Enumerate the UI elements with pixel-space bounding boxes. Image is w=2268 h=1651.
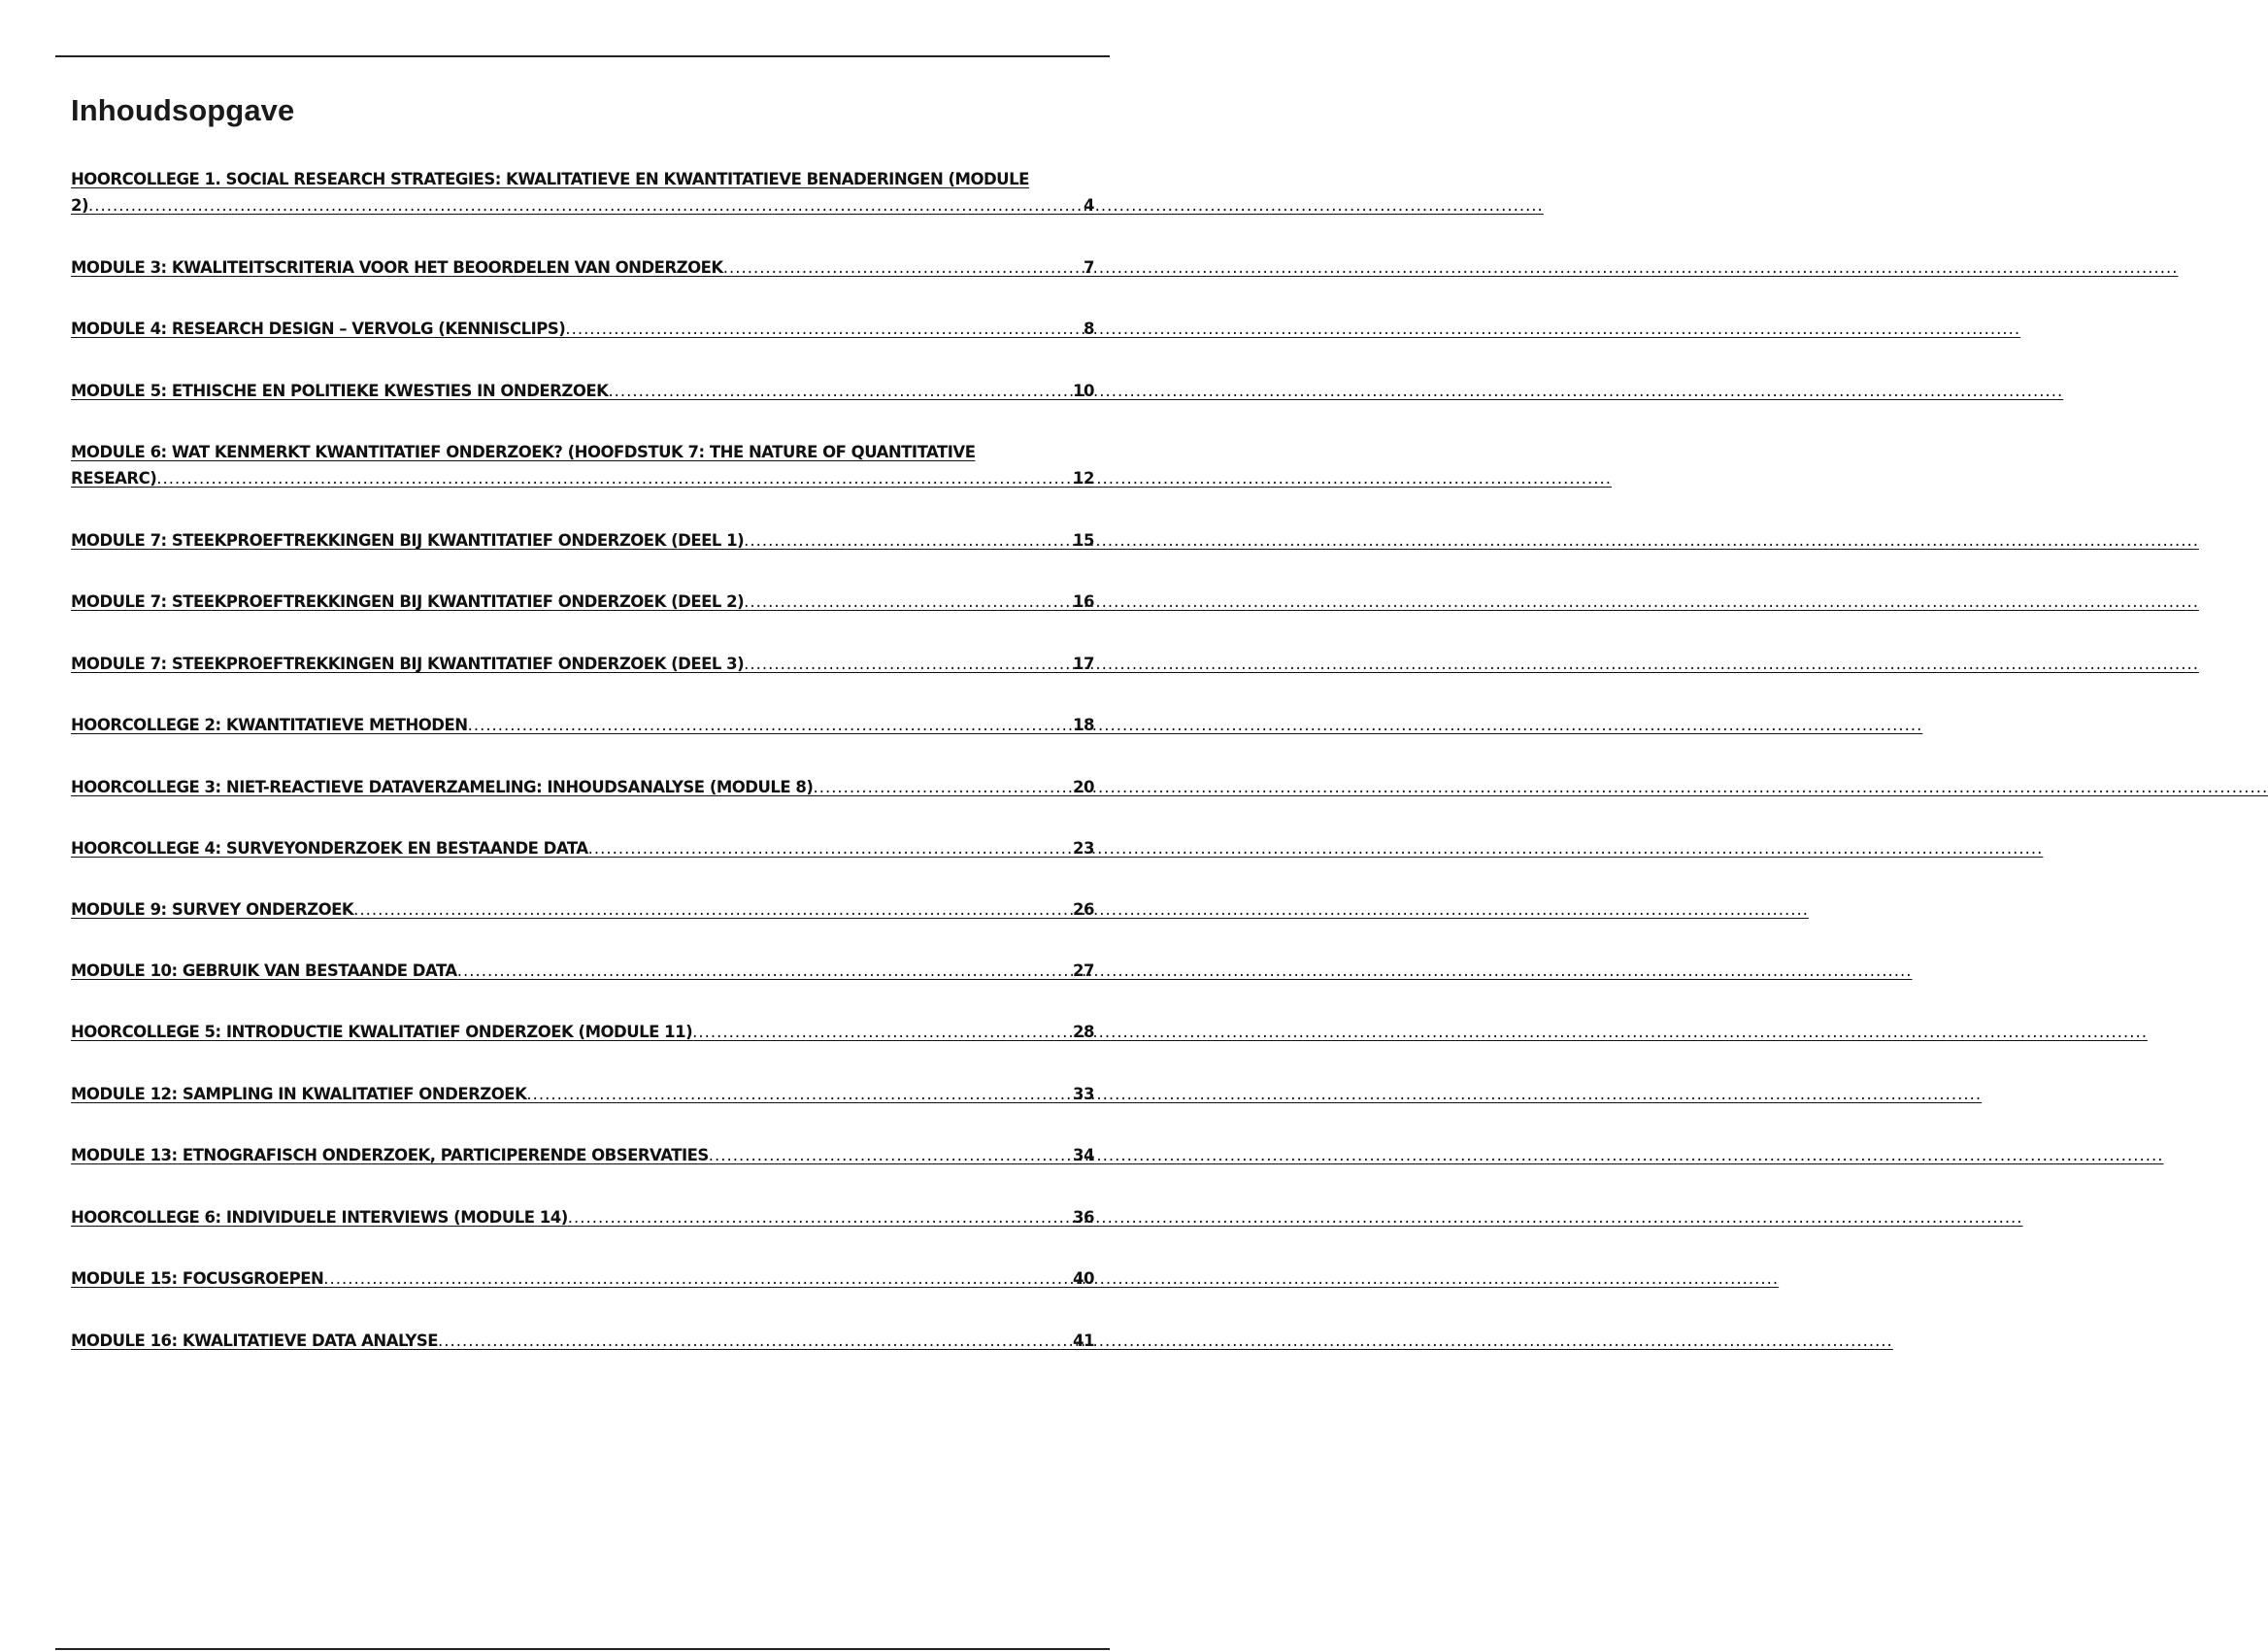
toc-entry-module-12[interactable] bbox=[71, 1081, 1094, 1107]
toc-entry-hoorcollege-3[interactable] bbox=[71, 774, 1094, 800]
dot-leader bbox=[813, 774, 1072, 800]
toc-entry-text: HOORCOLLEGE 5: INTRODUCTIE KWALITATIEF ONDERZOEK (MODULE 11) bbox=[71, 1023, 693, 1041]
toc-entry-page: 34 bbox=[1073, 1146, 1094, 1164]
toc-entry-text-line1: HOORCOLLEGE 1. SOCIAL RESEARCH STRATEGIES: KWALITATIEVE EN KWANTITATIEVE BENADERINGEN (MODULE bbox=[71, 170, 1029, 188]
toc-entry-text: HOORCOLLEGE 6: INDIVIDUELE INTERVIEWS (MODULE 14) bbox=[71, 1208, 568, 1227]
toc-entry-text: MODULE 16: KWALITATIEVE DATA ANALYSE bbox=[71, 1331, 439, 1350]
toc-entry-module-7-deel-1[interactable] bbox=[71, 527, 1094, 554]
toc-entry-text: MODULE 13: ETNOGRAFISCH ONDERZOEK, PARTICIPERENDE OBSERVATIES bbox=[71, 1146, 709, 1164]
toc-entry-module-16[interactable] bbox=[71, 1328, 1094, 1354]
toc-entry-text: MODULE 5: ETHISCHE EN POLITIEKE KWESTIES IN ONDERZOEK bbox=[71, 382, 609, 400]
toc-entry-hoorcollege-5[interactable] bbox=[71, 1019, 1094, 1045]
dot-leader bbox=[526, 1081, 1072, 1107]
dot-leader bbox=[468, 712, 1072, 738]
toc-entry-page: 40 bbox=[1073, 1269, 1094, 1288]
toc-entry-text: MODULE 4: RESEARCH DESIGN – VERVOLG (KENNISCLIPS) bbox=[71, 320, 566, 338]
toc-entry-hoorcollege-4[interactable] bbox=[71, 835, 1094, 861]
toc-entry-text: MODULE 7: STEEKPROEFTREKKINGEN BIJ KWANTITATIEF ONDERZOEK (DEEL 3) bbox=[71, 655, 745, 673]
toc-entry-text: MODULE 10: GEBRUIK VAN BESTAANDE DATA bbox=[71, 961, 457, 980]
toc-entry-page: 41 bbox=[1073, 1331, 1094, 1350]
toc-entry-page: 8 bbox=[1084, 320, 1094, 338]
toc-entry-page: 12 bbox=[1073, 469, 1094, 488]
dot-leader bbox=[608, 378, 1072, 404]
dot-leader bbox=[709, 1142, 1072, 1168]
toc-entry-text: MODULE 7: STEEKPROEFTREKKINGEN BIJ KWANTITATIEF ONDERZOEK (DEEL 2) bbox=[71, 592, 745, 611]
toc-entry-hoorcollege-6[interactable] bbox=[71, 1204, 1094, 1230]
toc-entry-hoorcollege-1[interactable] bbox=[71, 166, 1094, 219]
toc-entry-page: 27 bbox=[1073, 961, 1094, 980]
toc-entry-module-4[interactable] bbox=[71, 316, 1094, 342]
toc-entry-module-7-deel-3[interactable] bbox=[71, 651, 1094, 677]
toc-entry-text: 2) bbox=[71, 196, 89, 215]
toc-entry-page: 20 bbox=[1073, 778, 1094, 796]
toc-entry-page: 36 bbox=[1073, 1208, 1094, 1227]
toc-entry-module-3[interactable] bbox=[71, 254, 1094, 281]
page-title: Inhoudsopgave bbox=[71, 93, 295, 127]
toc-entry-module-9[interactable] bbox=[71, 896, 1094, 923]
toc-entry-module-13[interactable] bbox=[71, 1142, 1094, 1168]
dot-leader bbox=[588, 835, 1072, 861]
toc-entry-text: MODULE 3: KWALITEITSCRITERIA VOOR HET BEOORDELEN VAN ONDERZOEK bbox=[71, 258, 723, 277]
dot-leader bbox=[744, 651, 1072, 677]
toc-entry-page: 17 bbox=[1073, 655, 1094, 673]
toc-entry-text: RESEARC) bbox=[71, 469, 157, 488]
toc-entry-page: 4 bbox=[1084, 196, 1094, 215]
toc-entry-module-5[interactable] bbox=[71, 378, 1094, 404]
dot-leader bbox=[353, 896, 1072, 923]
toc-entry-module-15[interactable] bbox=[71, 1265, 1094, 1292]
toc-entry-text: MODULE 7: STEEKPROEFTREKKINGEN BIJ KWANTITATIEF ONDERZOEK (DEEL 1) bbox=[71, 531, 745, 550]
toc-entry-text: MODULE 12: SAMPLING IN KWALITATIEF ONDERZOEK bbox=[71, 1085, 527, 1103]
toc-entry-page: 15 bbox=[1073, 531, 1094, 550]
toc-entry-hoorcollege-2[interactable] bbox=[71, 712, 1094, 738]
dot-leader bbox=[323, 1265, 1072, 1292]
dot-leader bbox=[692, 1019, 1072, 1045]
toc-entry-text-line1: MODULE 6: WAT KENMERKT KWANTITATIEF ONDERZOEK? (HOOFDSTUK 7: THE NATURE OF QUANTITATIVE bbox=[71, 443, 976, 461]
bottom-rule bbox=[55, 1648, 1110, 1650]
dot-leader bbox=[744, 527, 1072, 554]
dot-leader bbox=[568, 1204, 1072, 1230]
toc-entry-page: 10 bbox=[1073, 382, 1094, 400]
dot-leader bbox=[438, 1328, 1072, 1354]
dot-leader bbox=[723, 254, 1083, 281]
dot-leader bbox=[457, 958, 1072, 984]
top-rule bbox=[55, 55, 1110, 57]
toc-entry-text: HOORCOLLEGE 3: NIET-REACTIEVE DATAVERZAMELING: INHOUDSANALYSE (MODULE 8) bbox=[71, 778, 814, 796]
toc-entry-module-6[interactable] bbox=[71, 439, 1094, 491]
toc-entry-page: 26 bbox=[1073, 900, 1094, 919]
dot-leader bbox=[88, 192, 1083, 219]
toc-entry-page: 33 bbox=[1073, 1085, 1094, 1103]
toc-entry-module-7-deel-2[interactable] bbox=[71, 589, 1094, 615]
toc-entry-text: MODULE 9: SURVEY ONDERZOEK bbox=[71, 900, 354, 919]
toc-entry-text: HOORCOLLEGE 2: KWANTITATIEVE METHODEN bbox=[71, 716, 468, 734]
toc-entry-page: 16 bbox=[1073, 592, 1094, 611]
dot-leader bbox=[744, 589, 1072, 615]
dot-leader bbox=[565, 316, 1083, 342]
toc-entry-page: 23 bbox=[1073, 839, 1094, 858]
toc-entry-page: 28 bbox=[1073, 1023, 1094, 1041]
toc-entry-page: 18 bbox=[1073, 716, 1094, 734]
toc-entry-page: 7 bbox=[1084, 258, 1094, 277]
toc-entry-text: HOORCOLLEGE 4: SURVEYONDERZOEK EN BESTAANDE DATA bbox=[71, 839, 588, 858]
dot-leader bbox=[156, 465, 1072, 491]
toc-entry-text: MODULE 15: FOCUSGROEPEN bbox=[71, 1269, 324, 1288]
toc-entry-module-10[interactable] bbox=[71, 958, 1094, 984]
